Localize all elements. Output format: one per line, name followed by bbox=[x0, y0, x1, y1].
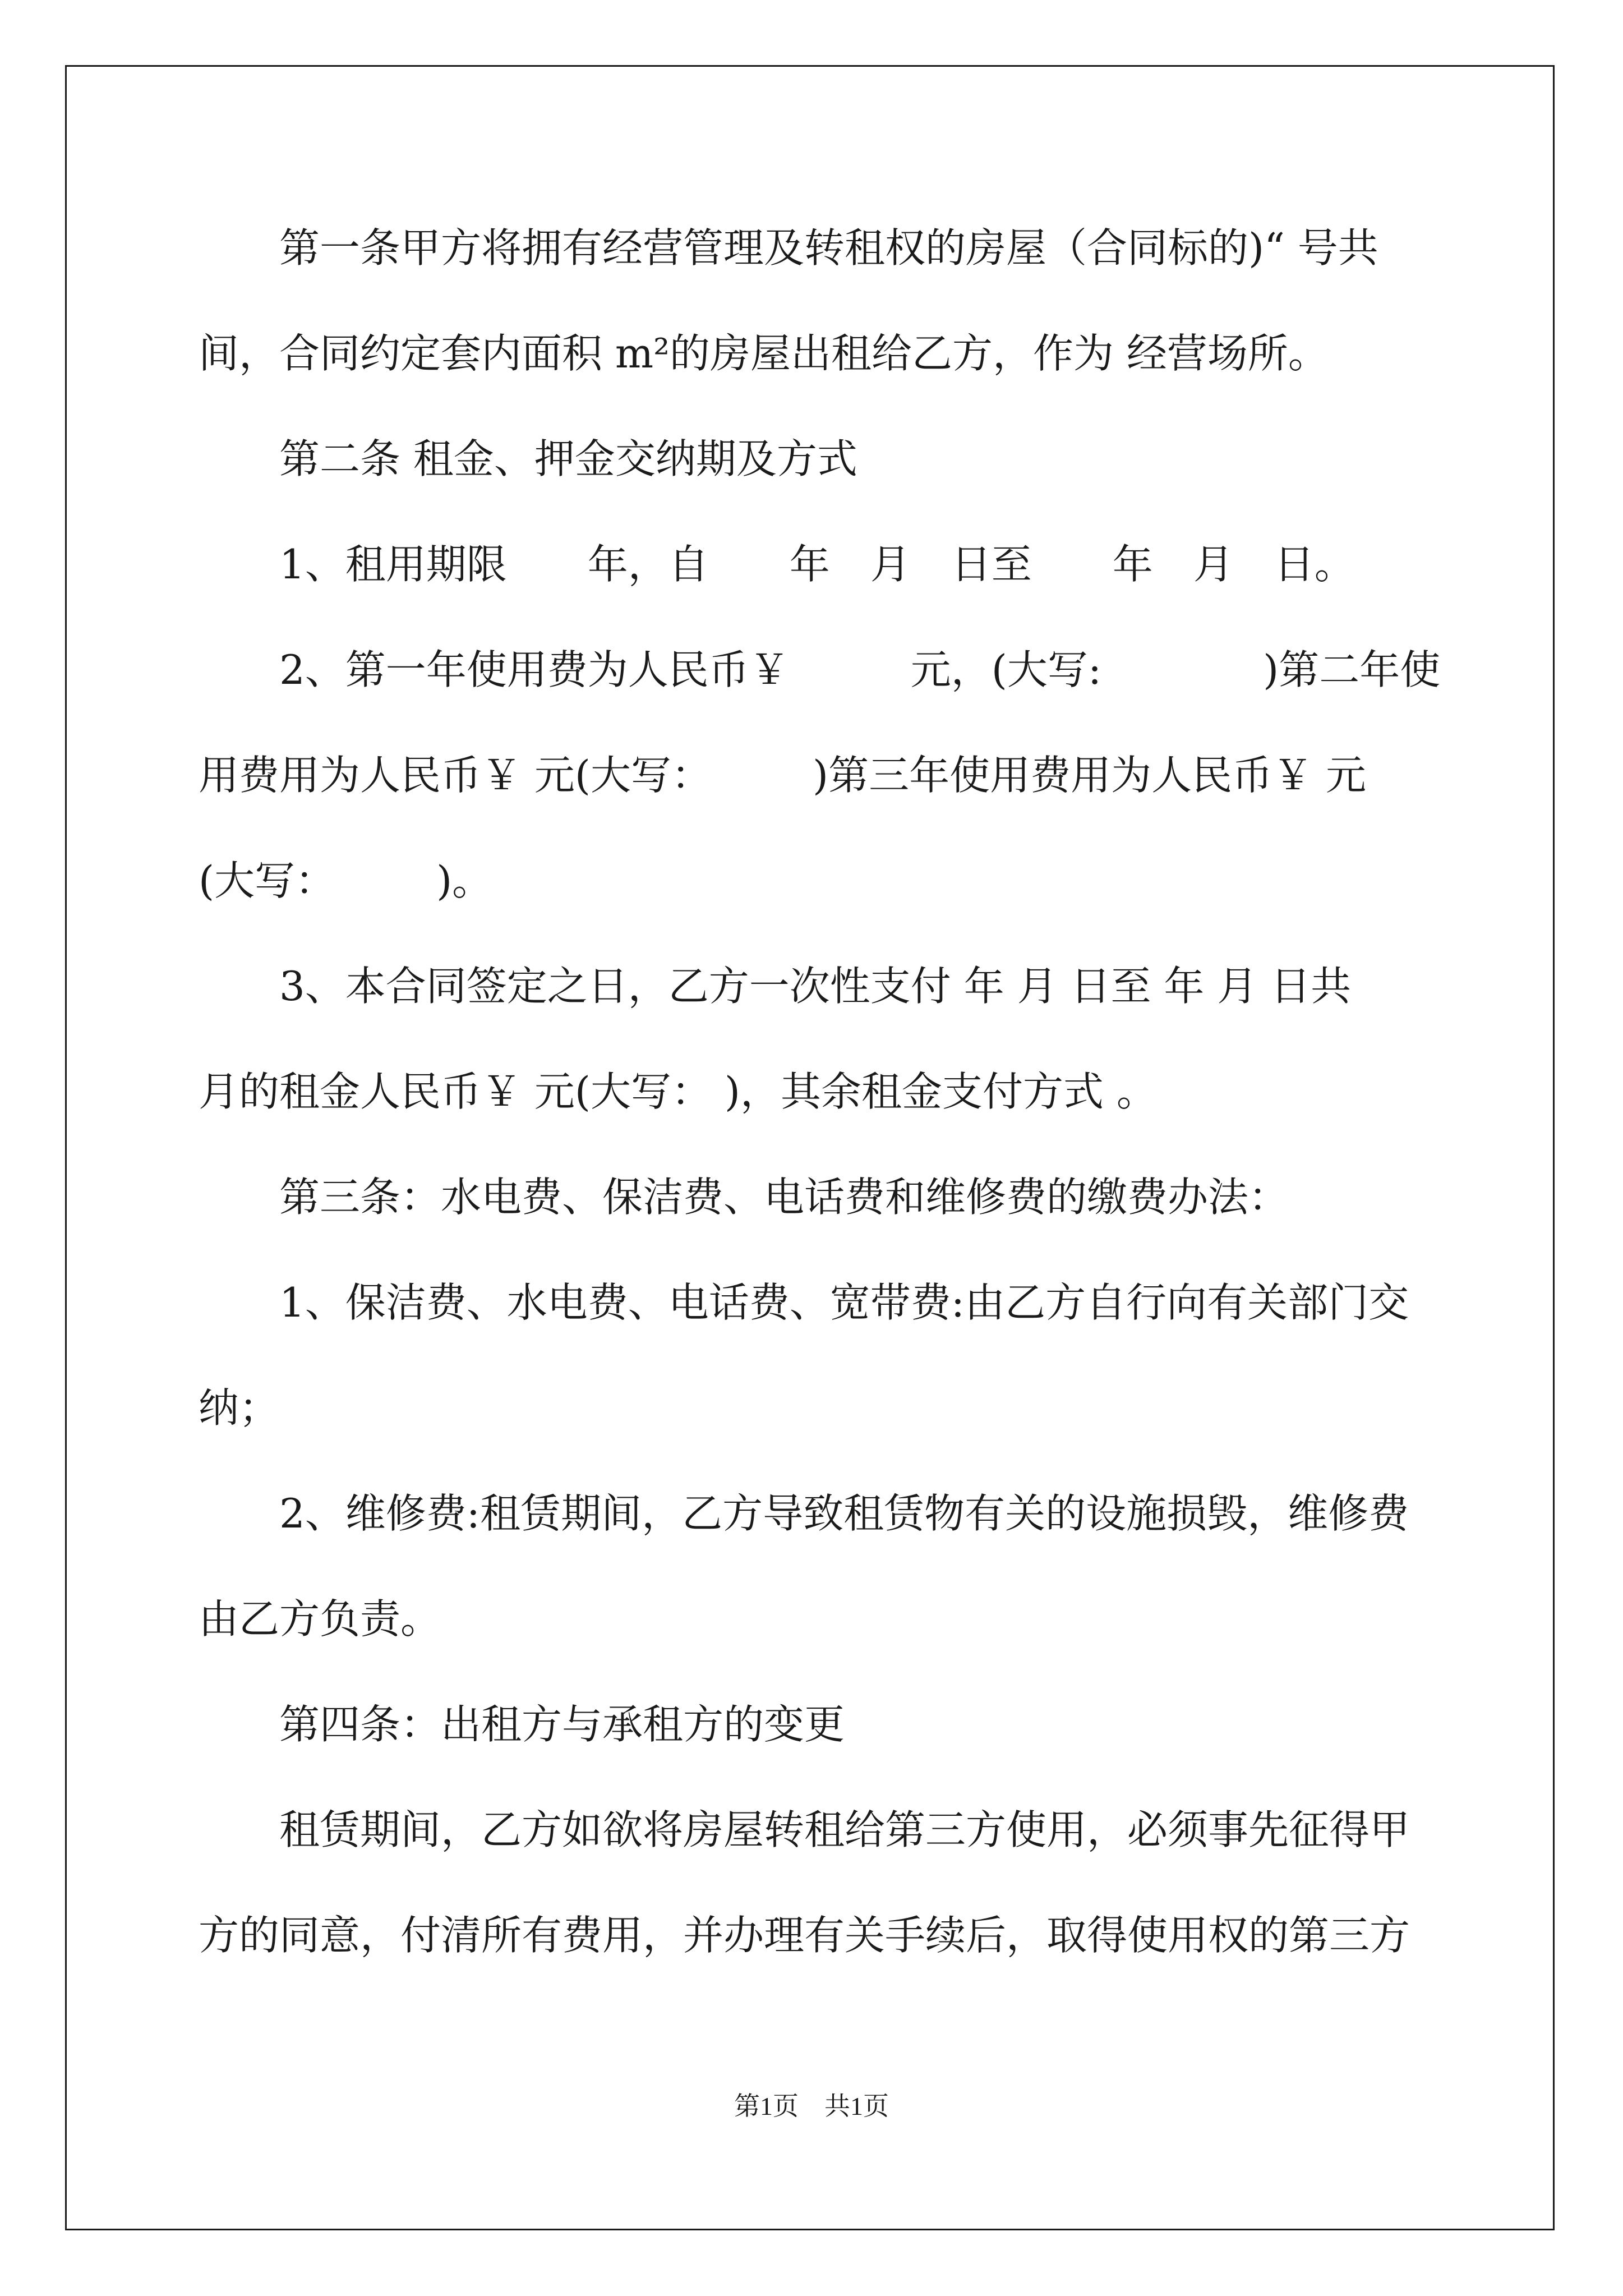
body-line-1: 第一条甲方将拥有经营管理及转租权的房屋（合同标的)“ 号共 bbox=[199, 224, 1378, 272]
body-line-5: 2、第一年使用费为人民币￥ 元，(大写: )第二年使 bbox=[199, 646, 1441, 693]
body-line-17: 方的同意，付清所有费用，并办理有关手续后，取得使用权的第三方 bbox=[199, 1912, 1410, 1959]
body-line-16: 租赁期间，乙方如欲将房屋转租给第三方使用，必须事先征得甲 bbox=[199, 1806, 1410, 1853]
body-line-6: 用费用为人民币￥ 元(大写： )第三年使用费用为人民币￥ 元 bbox=[199, 752, 1366, 799]
body-line-2: 间，合同约定套内面积 m²的房屋出租给乙方，作为 经营场所。 bbox=[199, 330, 1329, 377]
body-line-9: 月的租金人民币￥ 元(大写： )，其余租金支付方式 。 bbox=[199, 1068, 1157, 1115]
body-line-14: 由乙方负责。 bbox=[199, 1595, 441, 1642]
body-line-7: (大写： )。 bbox=[199, 857, 493, 904]
body-line-8: 3、本合同签定之日，乙方一次性支付 年 月 日至 年 月 日共 bbox=[199, 963, 1352, 1010]
body-line-13: 2、维修费:租赁期间，乙方导致租赁物有关的设施损毁，维修费 bbox=[199, 1490, 1409, 1537]
body-line-11: 1、保洁费、水电费、电话费、宽带费:由乙方自行向有关部门交 bbox=[199, 1279, 1409, 1326]
body-line-10: 第三条：水电费、保洁费、电话费和维修费的缴费办法： bbox=[199, 1174, 1289, 1221]
body-line-15: 第四条：出租方与承租方的变更 bbox=[199, 1701, 845, 1748]
body-line-12: 纳； bbox=[199, 1384, 280, 1432]
page-border bbox=[65, 65, 1555, 2230]
body-line-3: 第二条 租金、押金交纳期及方式 bbox=[199, 435, 857, 482]
body-line-4: 1、租用期限 年，自 年 月 日至 年 月 日。 bbox=[199, 541, 1355, 588]
page-footer: 第1页 共1页 bbox=[734, 2092, 889, 2120]
